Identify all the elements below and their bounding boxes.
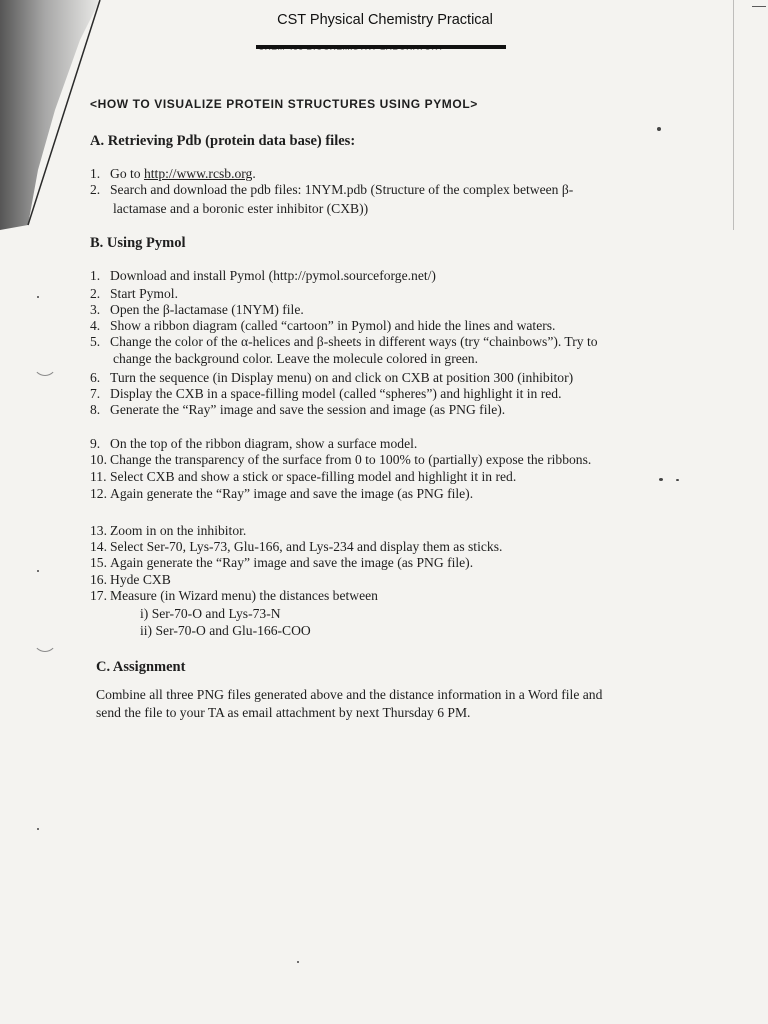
assignment-line-2: send the file to your TA as email attachment by next Thursday 6 PM. <box>96 705 471 720</box>
scan-speck <box>659 478 663 481</box>
scan-speck <box>37 828 39 830</box>
step-3: 3. Open the β-lactamase (1NYM) file. <box>90 302 304 317</box>
strikethrough-bar <box>256 45 506 49</box>
scan-speck <box>657 127 661 131</box>
scan-edge-line <box>752 6 766 7</box>
struck-course-name <box>256 38 512 52</box>
assignment-line-1: Combine all three PNG files generated above and the distance information in a Word file and <box>96 687 603 702</box>
section-b-heading: B. Using Pymol <box>90 235 186 251</box>
step-17-sub-i: i) Ser-70-O and Lys-73-N <box>140 606 281 621</box>
step-7: 7. Display the CXB in a space-filling model (called “spheres”) and highlight it in red. <box>90 386 562 401</box>
scan-edge-line <box>733 0 734 230</box>
step-10: 10. Change the transparency of the surface from 0 to 100% to (partially) expose the ribbons. <box>90 452 592 467</box>
step-15: 15. Again generate the “Ray” image and save the image (as PNG file). <box>90 555 474 570</box>
scan-speck <box>297 961 299 963</box>
step-14: 14. Select Ser-70, Lys-73, Glu-166, and Lys-234 and display them as sticks. <box>90 539 503 554</box>
section-a-item-1: 1. Go to http://www.rcsb.org. <box>90 166 256 181</box>
step-11: 11. Select CXB and show a stick or space-filling model and highlight it in red. <box>90 469 517 484</box>
course-title: CST Physical Chemistry Practical <box>277 12 493 28</box>
step-16: 16. Hyde CXB <box>90 572 171 587</box>
step-13: 13. Zoom in on the inhibitor. <box>90 523 247 538</box>
punch-hole-mark <box>33 628 57 652</box>
step-5: 5. Change the color of the α-helices and β-sheets in different ways (try “chainbows”). Try to <box>90 334 598 349</box>
step-1: 1. Download and install Pymol (http://pymol.sourceforge.net/) <box>90 268 436 283</box>
section-c-heading: C. Assignment <box>96 659 186 675</box>
step-2: 2. Start Pymol. <box>90 286 178 301</box>
step-4: 4. Show a ribbon diagram (called “cartoon” in Pymol) and hide the lines and waters. <box>90 318 556 333</box>
document-title: <HOW TO VISUALIZE PROTEIN STRUCTURES USING PYMOL> <box>90 97 478 111</box>
step-12: 12. Again generate the “Ray” image and save the image (as PNG file). <box>90 486 474 501</box>
section-a-item-2: 2. Search and download the pdb files: 1NYM.pdb (Structure of the complex between β- <box>90 182 574 197</box>
scan-speck <box>676 479 679 481</box>
step-5-continuation: change the background color. Leave the molecule colored in green. <box>113 351 478 366</box>
step-9: 9. On the top of the ribbon diagram, show a surface model. <box>90 436 418 451</box>
scan-speck <box>37 570 39 572</box>
section-a-item-2-continuation: lactamase and a boronic ester inhibitor (CXB)) <box>113 201 369 216</box>
step-8: 8. Generate the “Ray” image and save the session and image (as PNG file). <box>90 402 506 417</box>
scan-speck <box>37 296 39 298</box>
section-a-heading: A. Retrieving Pdb (protein data base) files: <box>90 133 356 149</box>
rcsb-link[interactable]: http://www.rcsb.org <box>143 166 253 181</box>
step-6: 6. Turn the sequence (in Display menu) on and click on CXB at position 300 (inhibitor) <box>90 370 574 385</box>
step-17: 17. Measure (in Wizard menu) the distances between <box>90 588 378 603</box>
step-17-sub-ii: ii) Ser-70-O and Glu-166-COO <box>140 623 311 638</box>
punch-hole-mark <box>33 352 57 376</box>
